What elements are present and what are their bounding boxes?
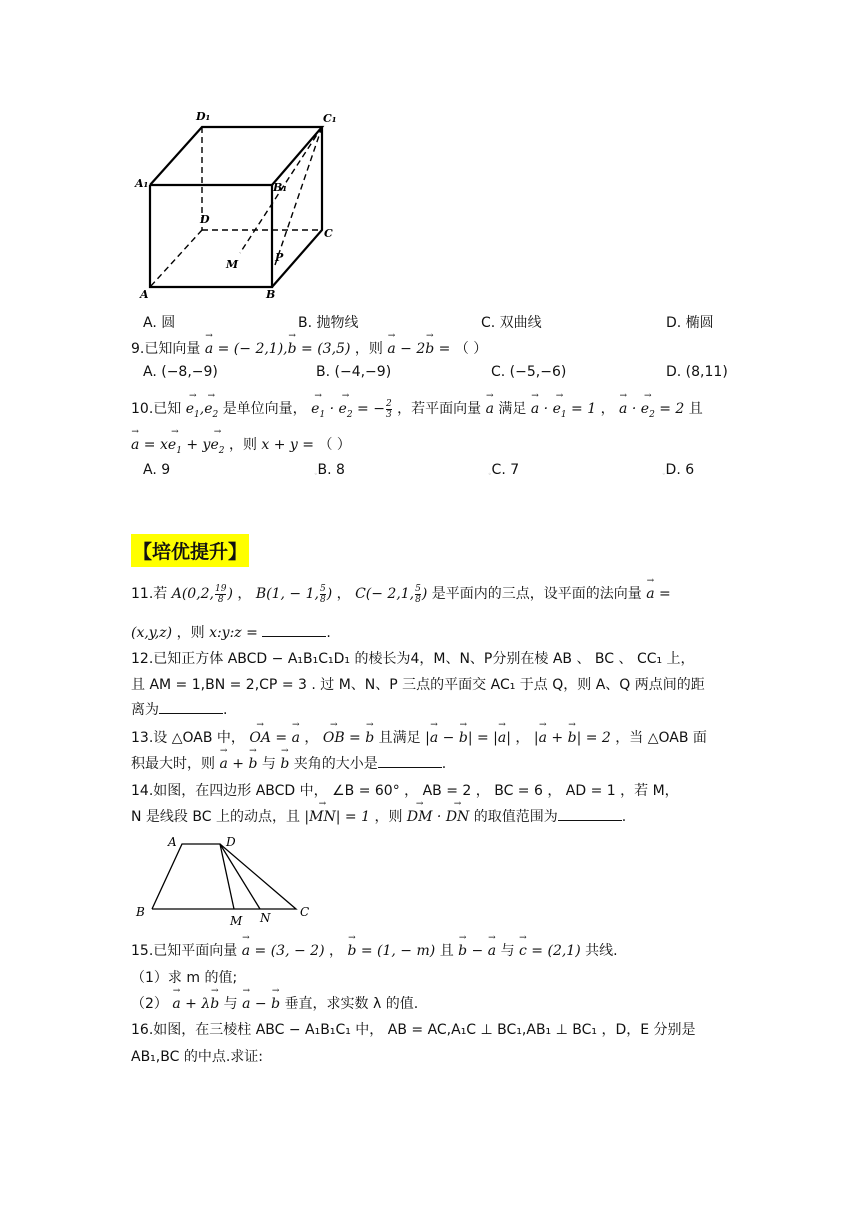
q12-answer-blank[interactable]	[159, 699, 223, 714]
label-p: P	[275, 251, 284, 264]
label-b: B	[266, 288, 276, 301]
label-d: D	[200, 213, 210, 226]
label-m: M	[226, 258, 239, 271]
q11-stem-line2: (x,y,z) ，则 x:y:z = .	[131, 622, 331, 642]
q11-answer-blank[interactable]	[262, 622, 326, 637]
q10-option-b[interactable]: ◦B. 8	[314, 462, 345, 478]
q13-line2: 积最大时，则 → a + → b 与 → b 夹角的大小是 .	[131, 753, 446, 773]
q15-line1: 15.已知平面向量 → a = (3, − 2) ， → b = (1, − m) 且 → b − → a 与 → c = (2,1) 共线.	[131, 940, 618, 960]
q9-option-d[interactable]: D. (8,11)	[666, 364, 728, 380]
quad-label-n: N	[260, 911, 271, 925]
q8-option-d[interactable]: D. 椭圆	[666, 315, 714, 331]
q16-line1: 16.如图，在三棱柱 ABC − A₁B₁C₁ 中， AB = AC,A₁C ⊥ BC₁,AB₁ ⊥ BC₁ ，D，E 分别是	[131, 1022, 696, 1038]
q9-stem: 9.已知向量 → a = (− 2,1),→ b = (3,5) ，则 → a − 2→ b = （ ）	[131, 338, 487, 358]
label-a: A	[140, 288, 149, 301]
q10-option-c[interactable]: ◦C. 7	[488, 462, 520, 478]
label-d1: D₁	[196, 110, 211, 123]
quad-label-m: M	[230, 914, 243, 928]
q9-option-b[interactable]: B. (−4,−9)	[316, 364, 392, 380]
label-b1: B₁	[273, 181, 288, 194]
q10-option-d[interactable]: ◦D. 6	[662, 462, 695, 478]
q14-line1: 14.如图，在四边形 ABCD 中， ∠B = 60° ， AB = 2 ， BC = 6 ， AD = 1 ，若 M，	[131, 783, 679, 799]
q8-option-c[interactable]: C. 双曲线	[481, 315, 542, 331]
quad-label-c: C	[300, 905, 310, 919]
q13-line1: 13.设 △OAB 中， → OA = → a ， → OB = → b 且满足 |→ a − → b| = |→ a| ， |→ a + → b| = 2 ，当 △OAB 面	[131, 727, 707, 747]
q12-line3: 离为 .	[131, 699, 227, 719]
quad-label-a: A	[168, 835, 177, 849]
q10-stem-line1: 10.已知 → $e_1,\to e_2$ 是单位向量， → $e_1$ · → $e_2$ = − $\frac{2}{3}$ ，若平面向量 → a 满足 → a · → $e_1 = 1$ ， → a · → $e_2 = 2$ 且	[131, 398, 703, 420]
q9-option-a[interactable]: A. (−8,−9)	[143, 364, 218, 380]
q8-option-a[interactable]: A. 圆	[143, 315, 176, 331]
q12-line2: 且 AM = 1,BN = 2,CP = 3 . 过 M、N、P 三点的平面交 AC₁ 于点 Q，则 A、Q 两点间的距	[131, 677, 705, 693]
quad-label-b: B	[136, 905, 145, 919]
q15-part2: （2） → a + λ→ b 与 → a − → b 垂直，求实数 λ 的值.	[131, 993, 418, 1013]
q12-line1: 12.已知正方体 ABCD − A₁B₁C₁D₁ 的棱长为4，M、N、P分别在棱 AB 、 BC 、 CC₁ 上，	[131, 651, 695, 667]
label-a1: A₁	[135, 177, 149, 190]
q15-part1: （1）求 m 的值;	[131, 970, 238, 986]
quadrilateral-figure	[130, 834, 320, 930]
q10-option-a[interactable]: A. 9	[143, 462, 171, 478]
label-c: C	[324, 227, 333, 240]
q9-option-c[interactable]: C. (−5,−6)	[491, 364, 567, 380]
q14-answer-blank[interactable]	[558, 806, 622, 821]
cube-figure	[130, 105, 350, 310]
label-c1: C₁	[323, 112, 337, 125]
quad-label-d: D	[226, 835, 236, 849]
q11-stem-line1: 11.若 A(0,2, $\frac{19}{8}$ ) ， B(1, − 1, $\frac{5}{8}$ ) ， C(− 2,1, $\frac{5}{8}$ ) 是平面内的三点，设平面的法向量 → a =	[131, 583, 671, 605]
section-title: 【培优提升】	[131, 534, 249, 567]
q16-line2: AB₁,BC 的中点.求证:	[131, 1049, 263, 1065]
q14-line2: N 是线段 BC 上的动点，且 |→ MN| = 1 ，则 → DM · → DN 的取值范围为 .	[131, 806, 626, 826]
q8-option-b[interactable]: B. 抛物线	[298, 315, 359, 331]
q13-answer-blank[interactable]	[378, 753, 442, 768]
q10-stem-line2: → $a = x\to e_1 + y\to e_2$ ，则 x + y = （ ）	[131, 434, 351, 456]
